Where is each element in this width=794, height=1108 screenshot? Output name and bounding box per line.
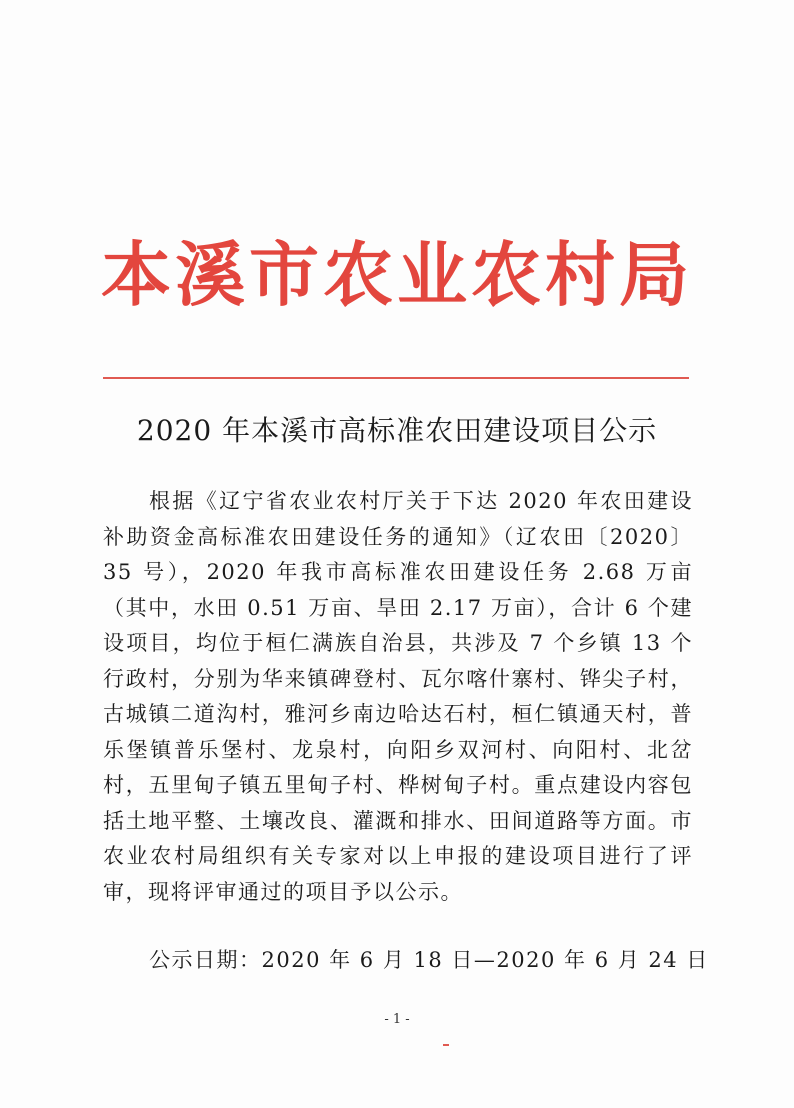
letterhead-divider [103, 377, 689, 379]
red-mark [443, 1044, 449, 1046]
document-body-paragraph: 根据《辽宁省农业农村厅关于下达 2020 年农田建设补助资金高标准农田建设任务的通知》（辽农田〔2020〕35 号），2020 年我市高标准农田建设任务 2.68 万亩（其中，水田 0.51 万亩、旱田 2.17 万亩），合计 6 个建设项目，均位于桓仁满族自治县，共涉及 7 个乡镇 13 个行政村，分别为华来镇碑登村、瓦尔喀什寨村、铧尖子村，古城镇二道沟村，雅河乡南边哈达石村，桓仁镇通天村，普乐堡镇普乐堡村、龙泉村，向阳乡双河村、向阳村、北岔村，五里甸子镇五里甸子村、桦树甸子村。重点建设内容包括土地平整、土壤改良、灌溉和排水、田间道路等方面。市农业农村局组织有关专家对以上申报的建设项目进行了评审，现将评审通过的项目予以公示。 [103, 489, 693, 904]
document-title: 2020 年本溪市高标准农田建设项目公示 [136, 414, 658, 447]
publicity-date: 公示日期：2020 年 6 月 18 日—2020 年 6 月 24 日 [149, 948, 709, 972]
page-number: - 1 - [384, 1012, 410, 1027]
letterhead-org-name: 本溪市农业农村局 [101, 233, 693, 316]
